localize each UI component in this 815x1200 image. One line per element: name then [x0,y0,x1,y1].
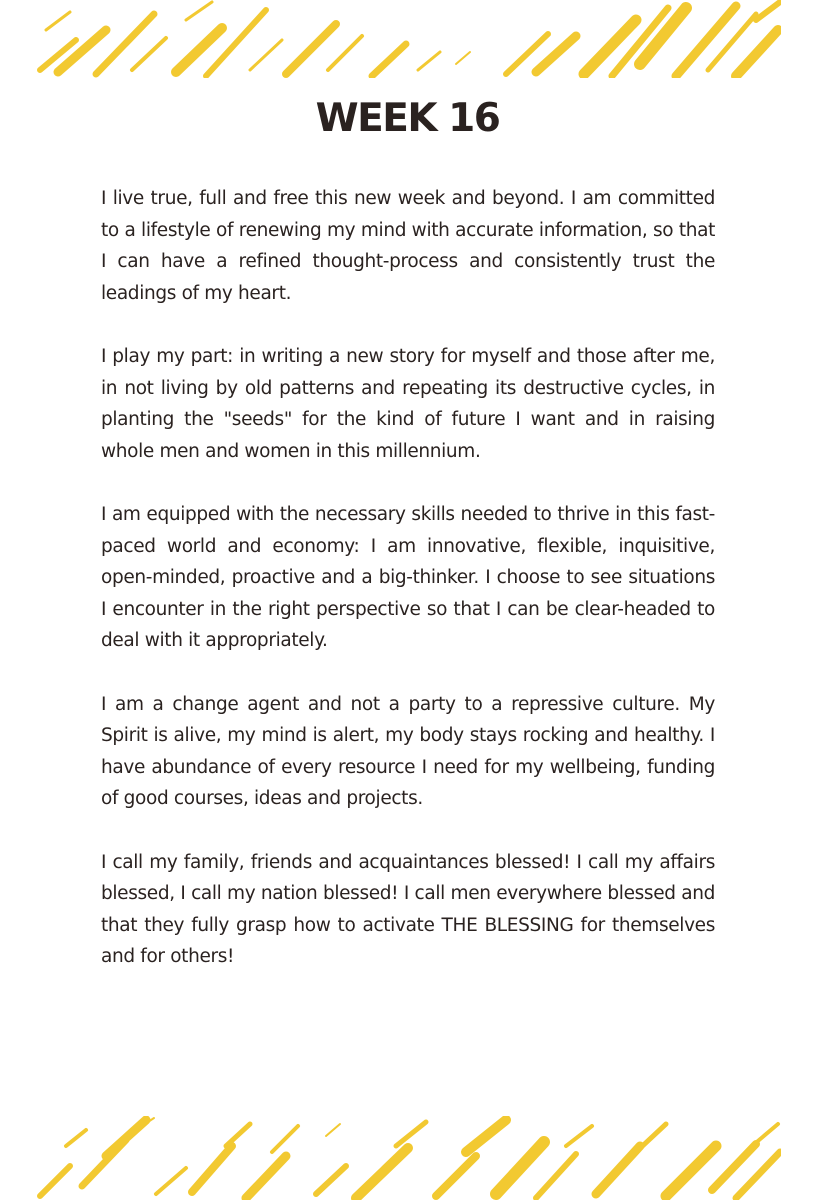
paragraph-4: I am a change agent and not a party to a repressive culture. My Spirit is alive, my mind is alert, my body stays rocking and healthy. I have abundance of every resource I need for my wellbeing, funding of good courses, ideas and projects. [101,693,715,809]
paragraph-1: I live true, full and free this new week and beyond. I am committed to a lifestyle of renewing my mind with accurate information, so that I can have a refined thought-process and consistently trust the leadings of my heart. [101,188,715,304]
bottom-brush-stroke-decoration [36,1116,781,1200]
paragraph-2: I play my part: in writing a new story for myself and those after me, in not living by old patterns and repeating its destructive cycles, in planting the "seeds" for the kind of future I want and in raising whole men and women in this millennium. [101,346,715,462]
top-brush-stroke-decoration [36,0,781,78]
paragraph-3: I am equipped with the necessary skills needed to thrive in this fast-paced world and economy: I am innovative, flexible, inquisitive, open-minded, proactive and a big-thinker. I choose to see situations I encounter in the right perspective so that I can be clear-headed to deal with it appropriately. [101,504,715,651]
affirmation-text [101,183,715,1005]
paragraph-5: I call my family, friends and acquaintances blessed! I call my affairs blessed, I call my nation blessed! I call men everywhere blessed and that they fully grasp how to activate THE BLESSING for themselves and for others! [101,851,715,967]
page-title: WEEK 16 [315,96,500,141]
